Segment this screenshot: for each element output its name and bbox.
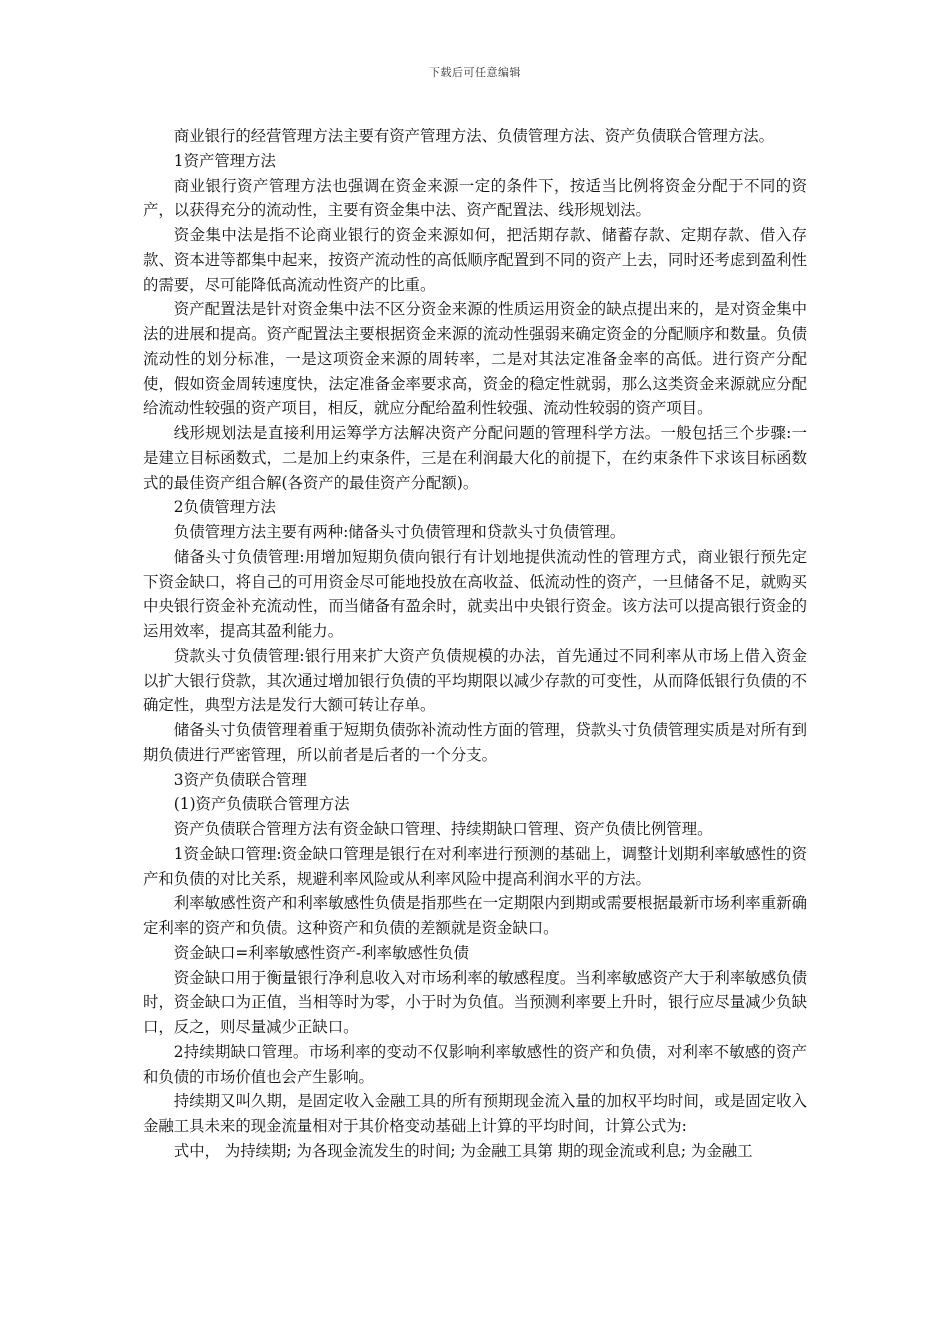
paragraph: 线形规划法是直接利用运筹学方法解决资产分配问题的管理科学方法。一般包括三个步骤:一是建立目标函数式，二是加上约束条件，三是在利润最大化的前提下，在约束条件下求该目标函数式的最佳资产组合解(各资产的最佳资产分配额)。 <box>143 424 807 492</box>
paragraph: 持续期又叫久期，是固定收入金融工具的所有预期现金流入量的加权平均时间，或是固定收入金融工具未来的现金流量相对于其价格变动基础上计算的平均时间，计算公式为: <box>143 1092 807 1135</box>
paragraph: 利率敏感性资产和利率敏感性负债是指那些在一定期限内到期或需要根据最新市场利率重新确定利率的资产和负债。这种资产和负债的差额就是资金缺口。 <box>143 894 807 937</box>
paragraph: 负债管理方法主要有两种:储备头寸负债管理和贷款头寸负债管理。 <box>173 523 626 541</box>
section-heading: 3资产负债联合管理 <box>173 770 307 789</box>
paragraph: 商业银行资产管理方法也强调在资金来源一定的条件下，按适当比例将资金分配于不同的资产，以获得充分的流动性，主要有资金集中法、资产配置法、线形规划法。 <box>143 176 807 220</box>
paragraph: 商业银行的经营管理方法主要有资产管理方法、负债管理方法、资产负债联合管理方法。 <box>173 127 775 145</box>
paragraph: 贷款头寸负债管理:银行用来扩大资产负债规模的办法，首先通过不同利率从市场上借入资金以扩大银行贷款，其次通过增加银行负债的平均期限以减少存款的可变性，从而降低银行负债的不确定性，典型方法是发行大额可转让存单。 <box>143 646 807 715</box>
subsection-heading: (1)资产负债联合管理方法 <box>173 795 350 814</box>
formula-line: 资金缺口=利率敏感性资产-利率敏感性负债 <box>173 943 469 962</box>
paragraph: 资金集中法是指不论商业银行的资金来源如何，把活期存款、储蓄存款、定期存款、借入存款、资本进等都集中起来，按资产流动性的高低顺序配置到不同的资产上去，同时还考虑到盈利性的需要，尽可能降低高流动性资产的比重。 <box>143 226 807 294</box>
paragraph: 2持续期缺口管理。市场利率的变动不仅影响利率敏感性的资产和负债，对利率不敏感的资产和负债的市场价值也会产生影响。 <box>143 1042 807 1086</box>
paragraph: 储备头寸负债管理着重于短期负债弥补流动性方面的管理，贷款头寸负债管理实质是对所有到期负债进行严密管理，所以前者是后者的一个分支。 <box>143 721 807 764</box>
paragraph: 资金缺口用于衡量银行净利息收入对市场利率的敏感程度。当利率敏感资产大于利率敏感负债时，资金缺口为正值，当相等时为零，小于时为负值。当预测利率要上升时，银行应尽量减少负缺口，反之，则尽量减少正缺口。 <box>143 968 807 1036</box>
paragraph: 1资金缺口管理:资金缺口管理是银行在对利率进行预测的基础上，调整计划期利率敏感性的资产和负债的对比关系，规避利率风险或从利率风险中提高利润水平的方法。 <box>143 844 807 888</box>
paragraph: 资产负债联合管理方法有资金缺口管理、持续期缺口管理、资产负债比例管理。 <box>173 820 713 838</box>
page-header-note: 下载后可任意编辑 <box>429 66 521 79</box>
paragraph: 储备头寸负债管理:用增加短期负债向银行有计划地提供流动性的管理方式，商业银行预先定下资金缺口，将自己的可用资金尽可能地投放在高收益、低流动性的资产，一旦储备不足，就购买中央银行资金补充流动性，而当储备有盈余时，就卖出中央银行资金。该方法可以提高银行资金的运用效率，提高其盈利能力。 <box>143 547 807 640</box>
paragraph: 式中， 为持续期; 为各现金流发生的时间; 为金融工具第 期的现金流或利息; 为金融工 <box>173 1141 753 1160</box>
section-heading: 2负债管理方法 <box>173 498 276 517</box>
paragraph: 资产配置法是针对资金集中法不区分资金来源的性质运用资金的缺点提出来的，是对资金集中法的进展和提高。资产配置法主要根据资金来源的流动性强弱来确定资金的分配顺序和数量。负债流动性的划分标准，一是这项资金来源的周转率，二是对其法定准备金率的高低。进行资产分配使，假如资金周转速度快，法定准备金率要求高，资金的稳定性就弱，那么这类资金来源就应分配给流动性较强的资产项目，相反，就应分配给盈利性较强、流动性较弱的资产项目。 <box>143 300 807 418</box>
section-heading: 1资产管理方法 <box>173 151 276 170</box>
document-body <box>143 124 807 1164</box>
